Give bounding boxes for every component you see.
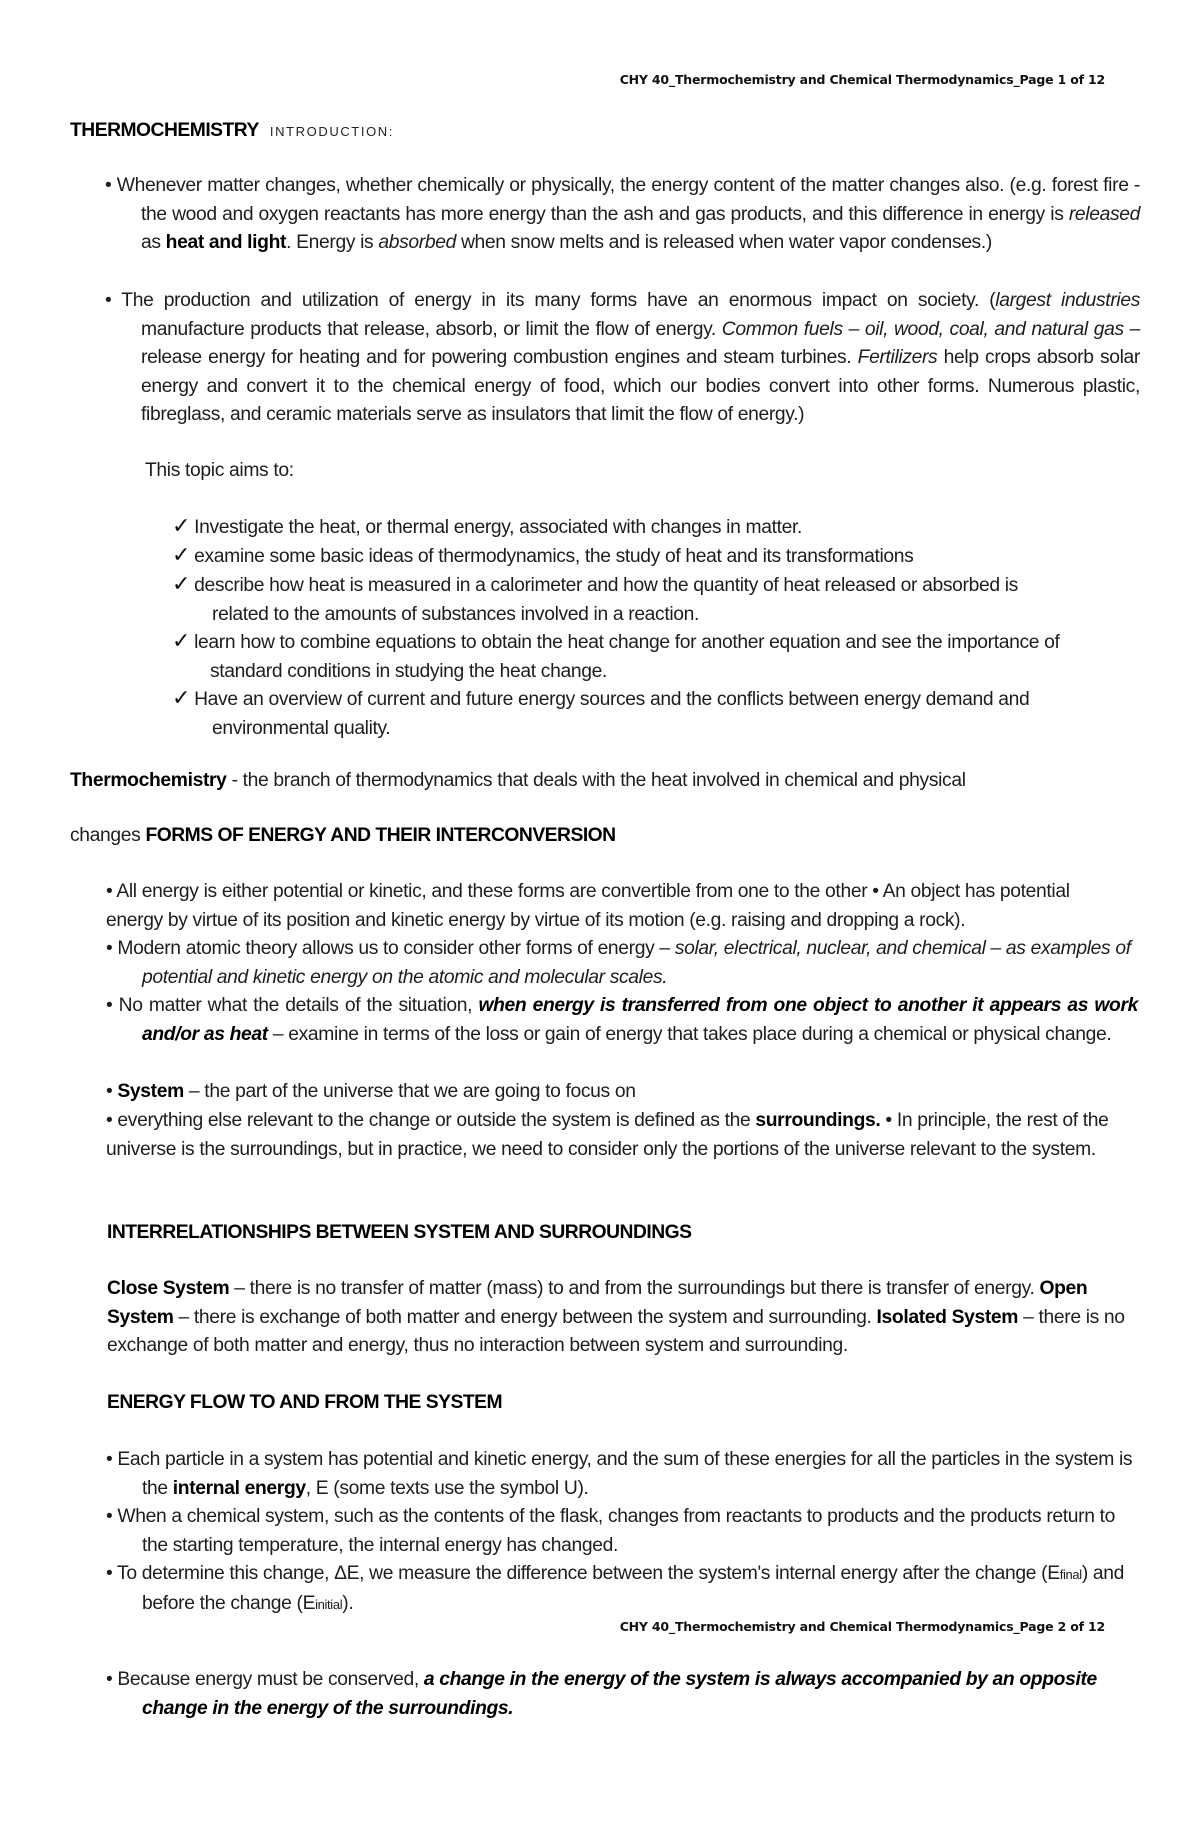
checkmark-icon: ✓ [172, 685, 191, 710]
intro-bullet-1 [105, 172, 1140, 258]
text: surroundings. [755, 1110, 881, 1131]
text: – release energy for heating and for powering combustion engines and steam turbines. [141, 318, 1140, 369]
aim-item [172, 512, 1132, 543]
text: when snow melts and is released when water vapor condenses.) [455, 232, 992, 254]
text: ) and before the change (E [142, 1563, 1125, 1614]
text: • The production and utilization of energy in its many forms have an enormous impact on society. ( [105, 290, 996, 311]
flow-bullet-3 [106, 1560, 1136, 1619]
text: absorbed [378, 232, 456, 254]
text: • To determine this change, ΔE, we measure the difference between the system's internal energy after the change (E [106, 1563, 1060, 1584]
page-header-2 [620, 1619, 1105, 1634]
flow-bullet-1 [106, 1446, 1136, 1503]
subscript: initial [315, 1596, 343, 1612]
text: • Because energy must be conserved, [106, 1669, 424, 1690]
text: • [106, 1081, 118, 1102]
forms-bullet-2 [106, 935, 1131, 992]
text: • Modern atomic theory allows us to consider other forms of energy – [106, 938, 675, 959]
text: manufacture products that release, absorb, or limit the flow of energy. [141, 318, 722, 340]
text: – there is exchange of both matter and energy between the system and surrounding. [173, 1306, 877, 1328]
aim-item [172, 627, 1132, 686]
text: – there is no exchange of both matter and energy, thus no interaction between system and surrounding. [107, 1306, 1125, 1357]
page-total: 12 [1088, 1619, 1105, 1634]
text: , E (some texts use the symbol U). [305, 1477, 589, 1499]
text: internal energy [172, 1477, 306, 1499]
aim-item [172, 541, 1132, 572]
checkmark-icon: ✓ [172, 542, 191, 567]
text: – the part of the universe that we are going to focus on [183, 1081, 636, 1102]
header-of: of [1066, 1619, 1088, 1634]
title-text: THERMOCHEMISTRY [70, 120, 259, 141]
section-heading: FORMS OF ENERGY AND THEIR INTERCONVERSION [145, 825, 616, 846]
forms-bullet-5 [106, 1107, 1136, 1164]
aim-item [172, 570, 1132, 629]
header-of: of [1066, 72, 1088, 87]
text: as [141, 232, 166, 254]
forms-bullet-1: • All energy is either potential or kinetic, and these forms are convertible from one to the other • An object has potential energy by virtue of its position and kinetic energy by virtue of its motion (e.g. raising and dropping a rock). [106, 881, 1070, 931]
page-number: 2 [1057, 1619, 1067, 1634]
section-title [70, 117, 394, 147]
intro-bullet-2 [105, 287, 1140, 430]
text: Common fuels – oil, wood, coal, and natural gas [721, 318, 1124, 340]
checkmark-icon: ✓ [172, 513, 191, 538]
forms-heading-line [70, 822, 1150, 851]
text: - the branch of thermodynamics that deals with the heat involved in chemical and physical [226, 770, 966, 791]
text: – there is no transfer of matter (mass) to and from the surroundings but there is transfer of energy. [229, 1278, 1040, 1299]
forms-bullet-3 [106, 992, 1138, 1049]
text: Close System [107, 1278, 230, 1299]
text: Open System [107, 1278, 1088, 1328]
definition-thermochemistry [70, 767, 1150, 796]
text: Thermochemistry [70, 770, 227, 791]
text: largest industries [995, 290, 1140, 311]
text: heat and light [165, 232, 287, 254]
page-total: 12 [1088, 72, 1105, 87]
text: Isolated System [876, 1306, 1019, 1328]
checkmark-icon: ✓ [172, 571, 191, 596]
page-header-1 [620, 72, 1105, 87]
text: • No matter what the details of the situation, [106, 995, 479, 1016]
text: released [1068, 203, 1140, 225]
page-number: 1 [1057, 72, 1067, 87]
title-subtitle: INTRODUCTION: [269, 124, 394, 139]
forms-bullet-4 [106, 1078, 1131, 1107]
section-heading: ENERGY FLOW TO AND FROM THE SYSTEM [107, 1392, 503, 1413]
text: Fertilizers [857, 347, 938, 369]
text: when energy is transferred from one object to another it appears as work and/or as heat [142, 995, 1138, 1045]
text: – examine in terms of the loss or gain of energy that takes place during a chemical or physical change. [267, 1023, 1112, 1045]
text: help crops absorb solar energy and convert it to the chemical energy of food, which our bodies convert into other forms. Numerous plastic, fibreglass, and ceramic materials serve as insulators that limit the flow of energy.) [141, 347, 1140, 426]
text: solar, electrical, nuclear, and chemical – as examples of potential and kinetic energy on the atomic and molecular scales. [142, 938, 1131, 988]
aims-intro: This topic aims to: [145, 460, 294, 481]
text: System [117, 1081, 184, 1102]
text: . Energy is [286, 232, 379, 254]
header-text: CHY 40_Thermochemistry and Chemical Thermodynamics_Page [619, 72, 1058, 87]
text: describe how heat is measured in a calorimeter and how the quantity of heat released or absorbed is [194, 575, 1018, 596]
text: ). [342, 1592, 354, 1614]
section-heading: INTERRELATIONSHIPS BETWEEN SYSTEM AND SURROUNDINGS [107, 1222, 692, 1243]
text: changes [70, 825, 146, 846]
text: standard conditions in studying the heat change. [210, 660, 607, 682]
text: related to the amounts of substances involved in a reaction. [212, 603, 700, 625]
aim-item [172, 684, 1132, 743]
text: Have an overview of current and future energy sources and the conflicts between energy demand and [194, 689, 1030, 710]
checkmark-icon: ✓ [172, 628, 191, 653]
header-text: CHY 40_Thermochemistry and Chemical Thermodynamics_Page [619, 1619, 1058, 1634]
text: learn how to combine equations to obtain the heat change for another equation and see the importance of [194, 632, 1060, 653]
text: • Whenever matter changes, whether chemically or physically, the energy content of the matter changes also. (e.g. forest fire - the wood and oxygen reactants has more energy than the ash and gas products, and this difference in energy is [105, 175, 1140, 225]
flow-bullet-2: • When a chemical system, such as the contents of the flask, changes from reactants to products and the products return to the starting temperature, the internal energy has changed. [106, 1506, 1115, 1556]
text: • everything else relevant to the change or outside the system is defined as the [106, 1110, 756, 1131]
text: • In principle, the rest of the universe is the surroundings, but in practice, we need to consider only the portions of the universe relevant to the system. [106, 1110, 1109, 1160]
text: Investigate the heat, or thermal energy, associated with changes in matter. [194, 517, 802, 538]
interrelationships-paragraph [107, 1275, 1137, 1361]
text: examine some basic ideas of thermodynamics, the study of heat and its transformations [194, 546, 914, 567]
text: • Each particle in a system has potential and kinetic energy, and the sum of these energies for all the particles in the system is the [106, 1449, 1133, 1499]
subscript: final [1059, 1567, 1082, 1582]
flow-bullet-4 [106, 1666, 1136, 1723]
text: a change in the energy of the system is always accompanied by an opposite change in the energy of the surroundings. [142, 1669, 1097, 1719]
text: environmental quality. [212, 717, 391, 739]
